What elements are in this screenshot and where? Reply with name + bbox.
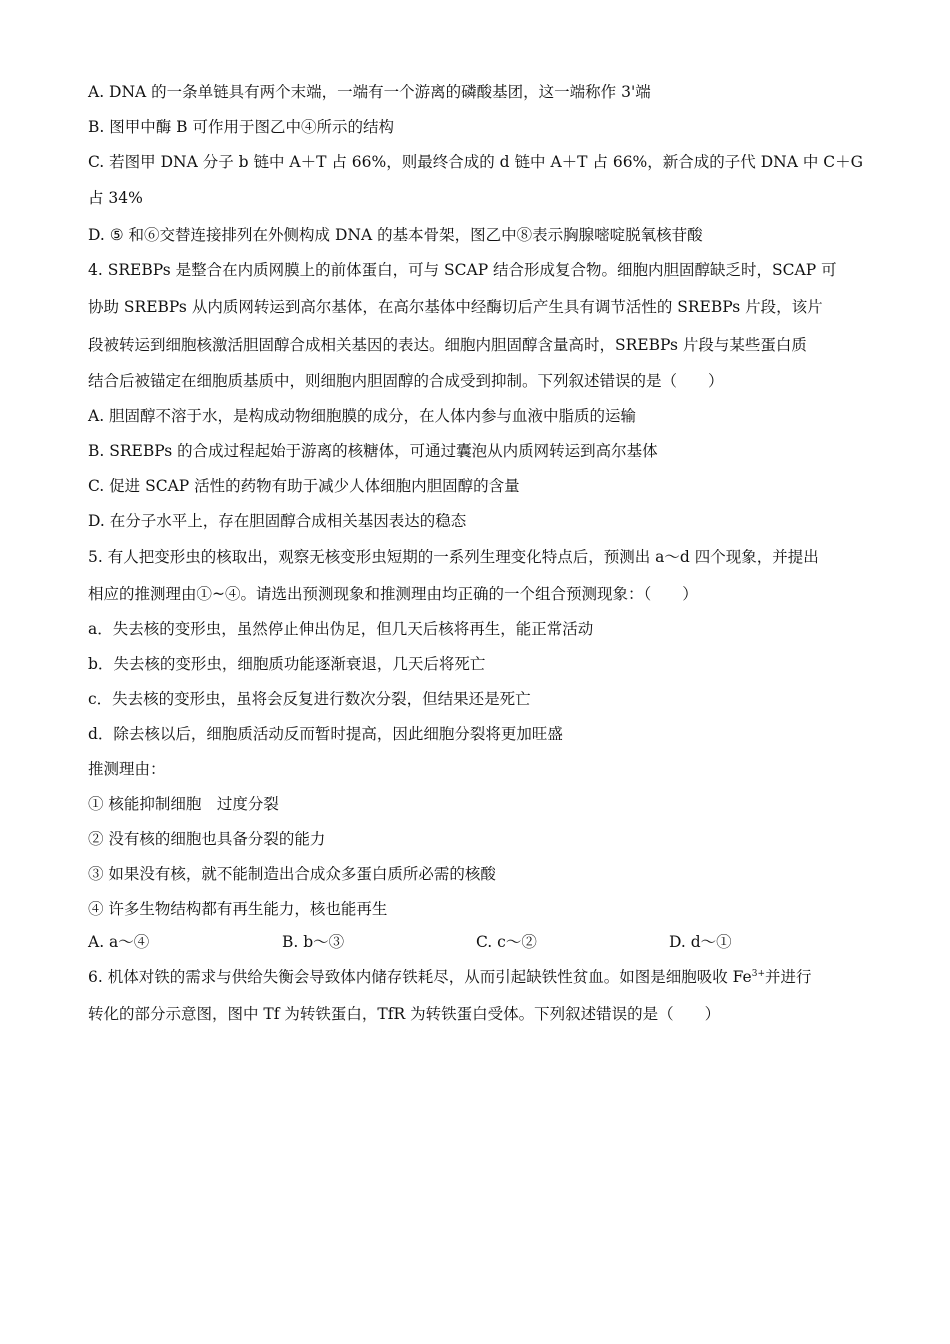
q4-stem-line2: 协助 SREBPs 从内质网转运到高尔基体，在高尔基体中经酶切后产生具有调节活性的 SREBPs 片段，该片: [88, 298, 823, 316]
q5-phenomenon-a: a．失去核的变形虫，虽然停止伸出伪足，但几天后核将再生，能正常活动: [88, 620, 594, 638]
q5-reason-1: ① 核能抑制细胞 过度分裂: [88, 795, 279, 813]
q5-stem-line1: 5. 有人把变形虫的核取出，观察无核变形虫短期的一系列生理变化特点后，预测出 a～d 四个现象，并提出: [88, 548, 819, 566]
q4-option-d: D. 在分子水平上，存在胆固醇合成相关基因表达的稳态: [88, 512, 467, 530]
q5-reason-3: ③ 如果没有核，就不能制造出合成众多蛋白质所必需的核酸: [88, 865, 496, 883]
q6-stem-superscript: 3+: [751, 968, 766, 979]
q5-option-d: D. d～①: [669, 933, 732, 951]
q4-option-a: A. 胆固醇不溶于水，是构成动物细胞膜的成分，在人体内参与血液中脂质的运输: [88, 407, 637, 425]
q5-phenomenon-d: d．除去核以后，细胞质活动反而暂时提高，因此细胞分裂将更加旺盛: [88, 725, 563, 743]
q3-option-d: D. ⑤ 和⑥交替连接排列在外侧构成 DNA 的基本骨架，图乙中⑧表示胸腺嘧啶脱氧核苷酸: [88, 226, 703, 244]
q5-option-c: C. c～②: [476, 933, 537, 951]
q4-stem-line1: 4. SREBPs 是整合在内质网膜上的前体蛋白，可与 SCAP 结合形成复合物。细胞内胆固醇缺乏时，SCAP 可: [88, 261, 837, 279]
q3-option-c-line1: C. 若图甲 DNA 分子 b 链中 A＋T 占 66%，则最终合成的 d 链中 A＋T 占 66%，新合成的子代 DNA 中 C＋G: [88, 153, 863, 171]
q5-phenomenon-c: c．失去核的变形虫，虽将会反复进行数次分裂，但结果还是死亡: [88, 690, 531, 708]
q6-stem-line1-text: 6. 机体对铁的需求与供给失衡会导致体内储存铁耗尽，从而引起缺铁性贫血。如图是细胞吸收 Fe: [88, 968, 752, 986]
q6-stem-line1-end: 并进行: [765, 968, 812, 986]
q3-option-b: B. 图甲中酶 B 可作用于图乙中④所示的结构: [88, 118, 394, 136]
q4-option-c: C. 促进 SCAP 活性的药物有助于减少人体细胞内胆固醇的含量: [88, 477, 520, 495]
q5-stem-line2: 相应的推测理由①~④。请选出预测现象和推测理由均正确的一个组合预测现象：（ ）: [88, 585, 698, 603]
q5-reason-4: ④ 许多生物结构都有再生能力，核也能再生: [88, 900, 388, 918]
q4-option-b: B. SREBPs 的合成过程起始于游离的核糖体，可通过囊泡从内质网转运到高尔基体: [88, 442, 658, 460]
q3-option-a: A. DNA 的一条单链具有两个末端，一端有一个游离的磷酸基团，这一端称作 3'端: [88, 83, 651, 101]
q6-stem-line2: 转化的部分示意图，图中 Tf 为转铁蛋白，TfR 为转铁蛋白受体。下列叙述错误的是（ ）: [88, 1005, 721, 1023]
q5-reason-title: 推测理由：: [88, 760, 166, 778]
q4-stem-line4: 结合后被锚定在细胞质基质中，则细胞内胆固醇的合成受到抑制。下列叙述错误的是（ ）: [88, 372, 724, 390]
q5-option-b: B. b～③: [282, 933, 345, 951]
q6-stem-line1: [88, 966, 868, 988]
q5-phenomenon-b: b．失去核的变形虫，细胞质功能逐渐衰退，几天后将死亡: [88, 655, 486, 673]
q5-answer-options: [88, 931, 868, 953]
q4-stem-line3: 段被转运到细胞核激活胆固醇合成相关基因的表达。细胞内胆固醇含量高时，SREBPs 片段与某些蛋白质: [88, 336, 807, 354]
q3-option-c-line2: 占 34%: [88, 189, 143, 207]
q5-option-a: A. a～④: [88, 933, 150, 951]
q5-reason-2: ② 没有核的细胞也具备分裂的能力: [88, 830, 326, 848]
